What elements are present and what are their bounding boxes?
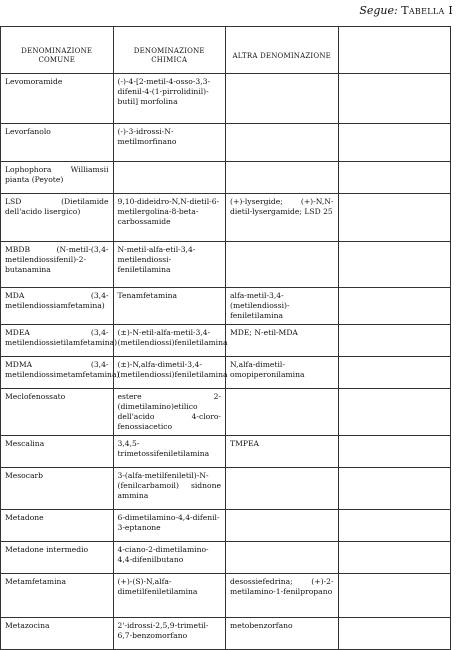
cell-extra <box>338 542 451 574</box>
cell-extra <box>338 389 451 436</box>
cell-extra <box>338 325 451 357</box>
table-row <box>1 618 451 650</box>
cell-chemical-name: (±)-N-etil-alfa-metil-3,4-(metilendiossi)feniletilamina <box>113 325 226 357</box>
cell-chemical-name <box>113 162 226 194</box>
cell-chemical-name: 6-dimetilamino-4,4-difenil-3-eptanone <box>113 510 226 542</box>
col-header-other-name: ALTRA DENOMINAZIONE <box>226 27 339 74</box>
col-header-common-name: DENOMINAZIONE COMUNE <box>1 27 114 74</box>
table-row <box>1 389 451 436</box>
cell-other-name <box>226 542 339 574</box>
cell-common-name: LSD (Dietilamide dell'acido lisergico) <box>1 194 114 242</box>
table-row <box>1 162 451 194</box>
cell-common-name: Metadone intermedio <box>1 542 114 574</box>
cell-common-name: Metadone <box>1 510 114 542</box>
cell-common-name: MDMA (3,4-metilendiossimetamfetamina) <box>1 357 114 389</box>
cell-other-name <box>226 162 339 194</box>
cell-common-name: Metamfetamina <box>1 574 114 618</box>
cell-other-name: (+)-lysergide; (+)-N,N-dietil-lysergamide; LSD 25 <box>226 194 339 242</box>
cell-extra <box>338 618 451 650</box>
header-title: Tabella I <box>401 4 453 17</box>
table-row <box>1 242 451 288</box>
cell-common-name: MDA (3,4-metilendiossiamfetamina) <box>1 288 114 325</box>
cell-other-name <box>226 124 339 162</box>
table-row <box>1 124 451 162</box>
cell-chemical-name: N-metil-alfa-etil-3,4-metilendiossi-feniletilamina <box>113 242 226 288</box>
cell-common-name: MBDB (N-metil-(3,4-metilendiossifenil)-2-butanamina <box>1 242 114 288</box>
table-row <box>1 542 451 574</box>
cell-chemical-name: Tenamfetamina <box>113 288 226 325</box>
cell-other-name <box>226 74 339 124</box>
cell-common-name: MDEA (3,4-metilendiossietilamfetamina) <box>1 325 114 357</box>
cell-chemical-name: 4-ciano-2-dimetilamino-4,4-difenilbutano <box>113 542 226 574</box>
cell-other-name <box>226 468 339 510</box>
cell-chemical-name: (-)-3-idrossi-N-metilmorfinano <box>113 124 226 162</box>
table-row <box>1 436 451 468</box>
substances-table <box>0 26 451 650</box>
cell-other-name <box>226 242 339 288</box>
cell-chemical-name: estere 2-(dimetilamino)etilico dell'acido 4-cloro-fenossiacetico <box>113 389 226 436</box>
cell-common-name: Meclofenossato <box>1 389 114 436</box>
table-row <box>1 325 451 357</box>
cell-extra <box>338 74 451 124</box>
header-prefix: Segue: <box>359 4 398 17</box>
cell-chemical-name: (-)-4-[2-metil-4-osso-3,3-difenil-4-(1-pirrolidinil)-butil] morfolina <box>113 74 226 124</box>
cell-common-name: Levorfanolo <box>1 124 114 162</box>
cell-chemical-name: 9,10-dideidro-N,N-dietil-6-metilergolina-8-beta-carbossamide <box>113 194 226 242</box>
table-row <box>1 510 451 542</box>
cell-other-name: TMPEA <box>226 436 339 468</box>
cell-chemical-name: (+)-(S)-N,alfa-dimetilfeniletilamina <box>113 574 226 618</box>
cell-other-name: desossiefedrina; (+)-2-metilamino-1-fenilpropano <box>226 574 339 618</box>
table-row <box>1 468 451 510</box>
cell-chemical-name: 3-(alfa-metilfeniletil)-N-(fenilcarbamoil) sidnone ammina <box>113 468 226 510</box>
cell-chemical-name: (±)-N,alfa-dimetil-3,4-(metilendiossi)feniletilamina <box>113 357 226 389</box>
running-header <box>359 4 453 17</box>
cell-extra <box>338 357 451 389</box>
cell-common-name: Lophophora Williamsii pianta (Peyote) <box>1 162 114 194</box>
table-row <box>1 357 451 389</box>
cell-common-name: Mescalina <box>1 436 114 468</box>
cell-other-name <box>226 389 339 436</box>
cell-other-name: alfa-metil-3,4-(metilendiossi)- feniletilamina <box>226 288 339 325</box>
table-row <box>1 288 451 325</box>
col-header-chemical-name: DENOMINAZIONE CHIMICA <box>113 27 226 74</box>
cell-extra <box>338 468 451 510</box>
cell-extra <box>338 124 451 162</box>
table-row <box>1 574 451 618</box>
cell-extra <box>338 574 451 618</box>
cell-extra <box>338 194 451 242</box>
table-header-row <box>1 27 451 74</box>
cell-extra <box>338 510 451 542</box>
col-header-extra <box>338 27 451 74</box>
cell-extra <box>338 436 451 468</box>
cell-chemical-name: 3,4,5-trimetossifeniletilamina <box>113 436 226 468</box>
cell-other-name: MDE; N-etil-MDA <box>226 325 339 357</box>
cell-extra <box>338 288 451 325</box>
cell-extra <box>338 242 451 288</box>
table-row <box>1 74 451 124</box>
cell-common-name: Levomoramide <box>1 74 114 124</box>
cell-other-name <box>226 510 339 542</box>
cell-common-name: Metazocina <box>1 618 114 650</box>
cell-other-name: N,alfa-dimetil-omopiperonilamina <box>226 357 339 389</box>
cell-chemical-name: 2'-idrossi-2,5,9-trimetil-6,7-benzomorfano <box>113 618 226 650</box>
table-row <box>1 194 451 242</box>
cell-common-name: Mesocarb <box>1 468 114 510</box>
cell-other-name: metobenzorfano <box>226 618 339 650</box>
cell-extra <box>338 162 451 194</box>
